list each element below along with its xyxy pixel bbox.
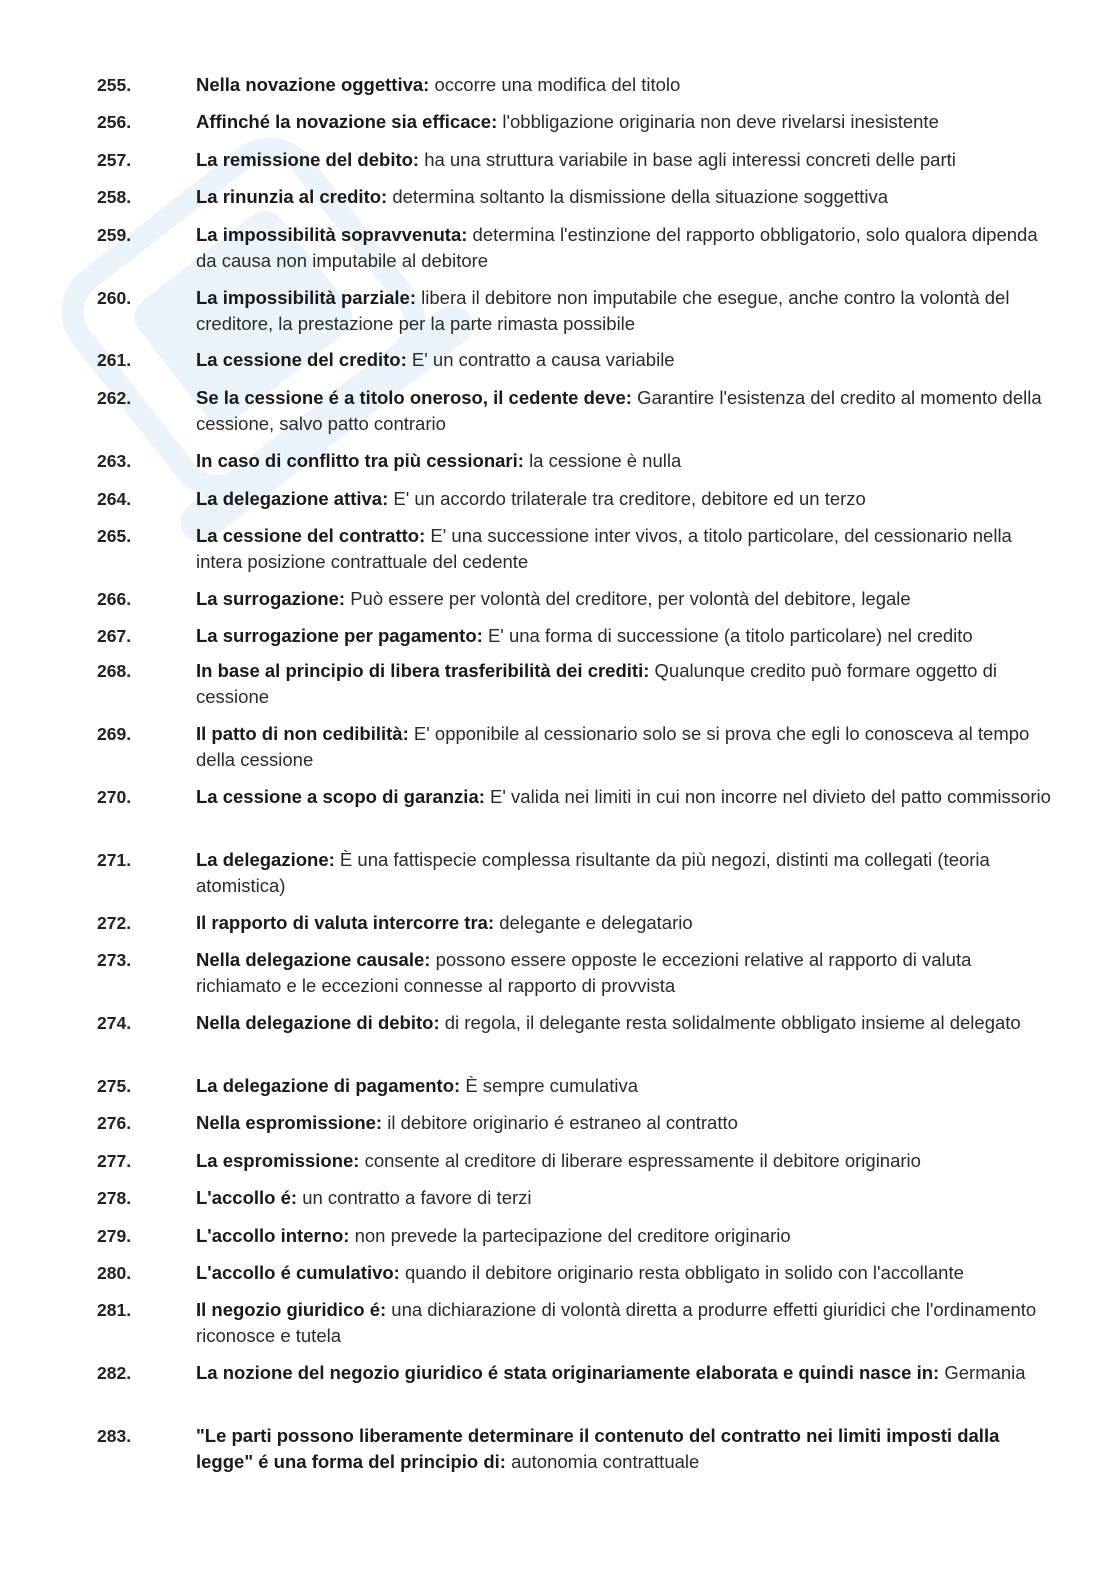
item-question: Il patto di non cedibilità:: [196, 723, 409, 744]
item-answer: È una fattispecie complessa risultante da più negozi, distinti ma collegati (teoria atomistica): [196, 849, 990, 896]
item-text: [196, 72, 1054, 98]
item-answer: E' un accordo trilaterale tra creditore, debitore ed un terzo: [393, 488, 866, 509]
item-number: 271.: [97, 850, 132, 870]
item-number: 264.: [97, 489, 132, 509]
list-item: [0, 285, 1116, 337]
item-text: [196, 147, 1054, 173]
item-answer: Può essere per volontà del creditore, per volontà del debitore, legale: [350, 588, 911, 609]
item-answer: ha una struttura variabile in base agli interessi concreti delle parti: [424, 149, 956, 170]
item-number: 256.: [97, 112, 132, 132]
item-question: In base al principio di libera trasferibilità dei crediti:: [196, 660, 650, 681]
item-answer: E' un contratto a causa variabile: [411, 349, 675, 370]
item-number: 276.: [97, 1113, 132, 1133]
list-item: [0, 947, 1116, 999]
item-question: La impossibilità parziale:: [196, 287, 417, 308]
item-answer: E' una forma di successione (a titolo particolare) nel credito: [487, 625, 973, 646]
item-answer: Qualunque credito può formare oggetto di cessione: [196, 660, 997, 707]
item-question: La nozione del negozio giuridico é stata originariamente elaborata e quindi nasce in:: [196, 1362, 940, 1383]
item-answer: occorre una modifica del titolo: [434, 74, 681, 95]
item-text: [196, 1148, 1054, 1174]
item-text: [196, 222, 1054, 274]
item-question: La delegazione di pagamento:: [196, 1075, 461, 1096]
item-number: 283.: [97, 1426, 132, 1446]
item-number: 255.: [97, 75, 132, 95]
item-number: 258.: [97, 187, 132, 207]
item-number: 265.: [97, 526, 132, 546]
item-answer: non prevede la partecipazione del creditore originario: [354, 1225, 791, 1246]
item-text: [196, 947, 1054, 999]
item-question: La cessione a scopo di garanzia:: [196, 786, 485, 807]
item-text: [196, 523, 1054, 575]
item-number: 279.: [97, 1226, 132, 1246]
item-question: La cessione del contratto:: [196, 525, 426, 546]
item-number: 281.: [97, 1300, 132, 1320]
item-answer: E' valida nei limiti in cui non incorre nel divieto del patto commissorio: [490, 786, 1051, 807]
item-text: [196, 1223, 1054, 1249]
item-number: 268.: [97, 661, 132, 681]
item-text: [196, 1010, 1054, 1036]
list-item: [0, 1360, 1116, 1412]
item-number: 274.: [97, 1013, 132, 1033]
item-answer: libera il debitore non imputabile che esegue, anche contro la volontà del creditore, la prestazione per la parte rimasta possibile: [196, 287, 1010, 334]
item-question: La rinunzia al credito:: [196, 186, 388, 207]
item-question: L'accollo é:: [196, 1187, 298, 1208]
item-number: 278.: [97, 1188, 132, 1208]
list-item: [0, 658, 1116, 710]
item-answer: determina soltanto la dismissione della situazione soggettiva: [392, 186, 889, 207]
item-question: La remissione del debito:: [196, 149, 420, 170]
item-question: La cessione del credito:: [196, 349, 407, 370]
item-number: 272.: [97, 913, 132, 933]
item-question: Se la cessione é a titolo oneroso, il cedente deve:: [196, 387, 632, 408]
item-text: [196, 1260, 1054, 1286]
item-question: In caso di conflitto tra più cessionari:: [196, 450, 524, 471]
item-question: La delegazione attiva:: [196, 488, 389, 509]
item-answer: delegante e delegatario: [499, 912, 693, 933]
item-answer: determina l'estinzione del rapporto obbligatorio, solo qualora dipenda da causa non imputabile al debitore: [196, 224, 1038, 271]
list-item: [0, 784, 1116, 836]
item-question: Il negozio giuridico é:: [196, 1299, 387, 1320]
item-answer: Garantire l'esistenza del credito al momento della cessione, salvo patto contrario: [196, 387, 1042, 434]
item-answer: possono essere opposte le eccezioni relative al rapporto di valuta richiamato e le eccezioni connesse al rapporto di provvista: [196, 949, 972, 996]
item-text: [196, 1423, 1054, 1475]
item-number: 267.: [97, 626, 132, 646]
item-number: 262.: [97, 388, 132, 408]
item-answer: una dichiarazione di volontà diretta a produrre effetti giuridici che l'ordinamento riconosce e tutela: [196, 1299, 1037, 1346]
item-answer: la cessione è nulla: [529, 450, 682, 471]
item-number: 261.: [97, 350, 132, 370]
item-text: [196, 847, 1054, 899]
item-text: [196, 184, 1054, 210]
item-text: [196, 1073, 1054, 1099]
item-text: [196, 784, 1054, 810]
item-number: 275.: [97, 1076, 132, 1096]
item-text: [196, 1185, 1054, 1211]
list-item: [0, 1010, 1116, 1062]
item-answer: consente al creditore di liberare espressamente il debitore originario: [364, 1150, 921, 1171]
item-number: 280.: [97, 1263, 132, 1283]
list-item: [0, 1423, 1116, 1475]
item-number: 282.: [97, 1363, 132, 1383]
list-item: [0, 523, 1116, 575]
item-text: [196, 347, 1054, 373]
list-item: [0, 721, 1116, 773]
item-number: 273.: [97, 950, 132, 970]
item-question: La surrogazione:: [196, 588, 346, 609]
item-text: [196, 1297, 1054, 1349]
item-number: 270.: [97, 787, 132, 807]
item-question: La delegazione:: [196, 849, 335, 870]
item-number: 266.: [97, 589, 132, 609]
item-text: [196, 285, 1054, 337]
item-text: [196, 910, 1054, 936]
list-item: [0, 847, 1116, 899]
item-text: [196, 109, 1054, 135]
item-question: Il rapporto di valuta intercorre tra:: [196, 912, 495, 933]
item-question: Nella delegazione causale:: [196, 949, 431, 970]
item-text: [196, 448, 1054, 474]
item-answer: un contratto a favore di terzi: [302, 1187, 532, 1208]
item-text: [196, 385, 1054, 437]
item-answer: l'obbligazione originaria non deve rivelarsi inesistente: [502, 111, 939, 132]
item-question: Nella espromissione:: [196, 1112, 383, 1133]
item-answer: il debitore originario é estraneo al contratto: [387, 1112, 738, 1133]
item-question: L'accollo interno:: [196, 1225, 350, 1246]
item-question: La impossibilità sopravvenuta:: [196, 224, 468, 245]
item-question: Affinché la novazione sia efficace:: [196, 111, 498, 132]
item-answer: autonomia contrattuale: [511, 1451, 700, 1472]
item-question: "Le parti possono liberamente determinare il contenuto del contratto nei limiti imposti dalla legge" é una forma del principio di:: [196, 1425, 1000, 1472]
item-text: [196, 1110, 1054, 1136]
item-answer: E' opponibile al cessionario solo se si prova che egli lo conosceva al tempo della cessione: [196, 723, 1030, 770]
item-number: 269.: [97, 724, 132, 744]
item-question: La espromissione:: [196, 1150, 360, 1171]
item-answer: quando il debitore originario resta obbligato in solido con l'accollante: [404, 1262, 964, 1283]
item-question: Nella delegazione di debito:: [196, 1012, 440, 1033]
item-number: 260.: [97, 288, 132, 308]
item-text: [196, 721, 1054, 773]
item-text: [196, 1360, 1054, 1386]
item-answer: Germania: [944, 1362, 1026, 1383]
item-number: 259.: [97, 225, 132, 245]
item-number: 277.: [97, 1151, 132, 1171]
item-answer: di regola, il delegante resta solidalmente obbligato insieme al delegato: [444, 1012, 1021, 1033]
item-number: 257.: [97, 150, 132, 170]
item-number: 263.: [97, 451, 132, 471]
item-answer: E' una successione inter vivos, a titolo particolare, del cessionario nella intera posizione contrattuale del cedente: [196, 525, 1012, 572]
item-text: [196, 486, 1054, 512]
item-text: [196, 586, 1054, 612]
list-item: [0, 222, 1116, 274]
item-question: Nella novazione oggettiva:: [196, 74, 430, 95]
list-item: [0, 1297, 1116, 1349]
list-item: [0, 385, 1116, 437]
item-text: [196, 623, 1054, 649]
item-answer: È sempre cumulativa: [465, 1075, 639, 1096]
item-text: [196, 658, 1054, 710]
item-question: L'accollo é cumulativo:: [196, 1262, 400, 1283]
item-question: La surrogazione per pagamento:: [196, 625, 483, 646]
